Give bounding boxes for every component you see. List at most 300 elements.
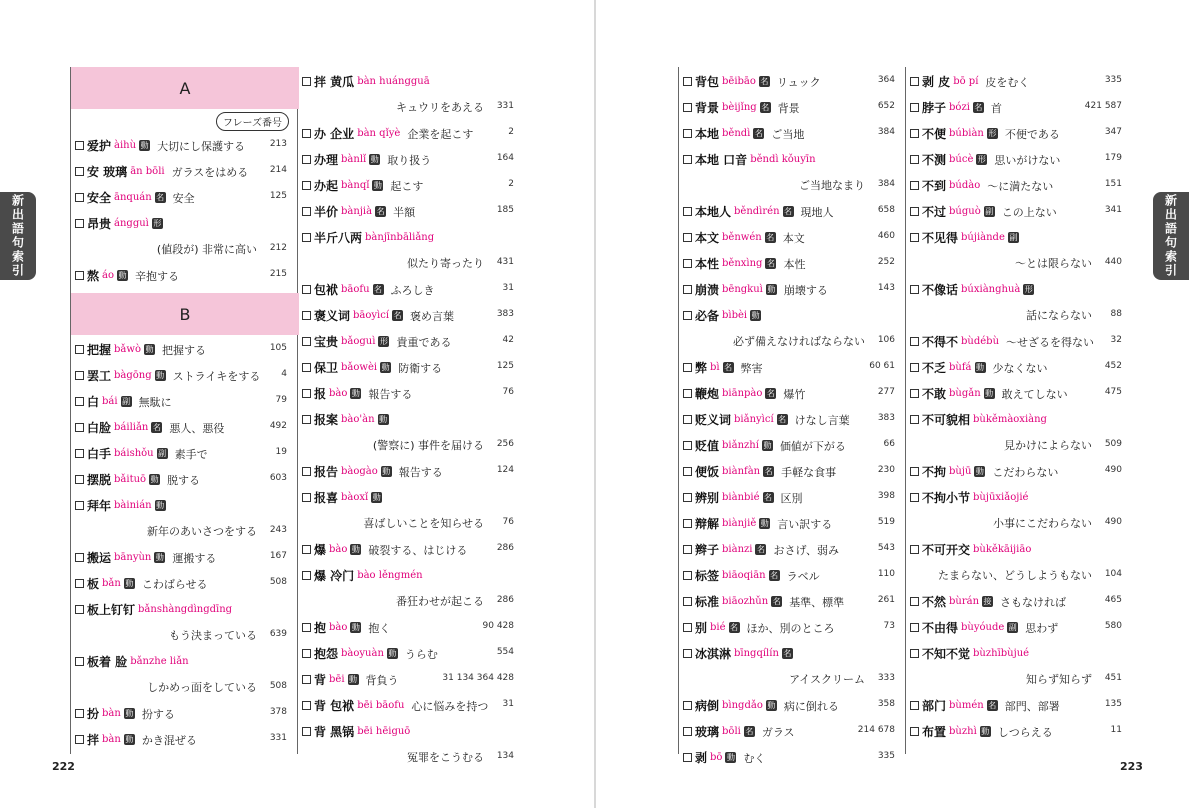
entry-pinyin: bōli	[722, 726, 741, 737]
entry-headword: 不乏	[922, 361, 947, 375]
entry-pinyin: bēi hēiguō	[357, 726, 411, 737]
entry-line	[302, 229, 434, 246]
index-entry	[679, 379, 907, 405]
entry-headword: 拌	[87, 733, 100, 747]
entry-meaning: 破裂する、はじける	[368, 543, 468, 557]
entry-line	[302, 489, 382, 506]
entry-meaning: むく	[743, 751, 766, 765]
entry-pinyin: bàgōng	[114, 370, 152, 381]
entry-meaning: この上ない	[1001, 205, 1057, 219]
phrase-number: 90 428	[482, 621, 514, 631]
entry-meaning: 思いがけない	[994, 153, 1061, 167]
part-of-speech-badge: 動	[150, 475, 159, 484]
entry-headword: 扮	[87, 707, 100, 721]
checkbox-icon	[683, 129, 692, 138]
index-entry	[298, 639, 526, 665]
index-entry	[679, 145, 907, 171]
checkbox-icon	[302, 337, 311, 346]
index-entry	[679, 93, 907, 119]
entry-meaning: 防衛する	[398, 361, 443, 375]
phrase-number: 31 134 364 428	[442, 673, 514, 683]
part-of-speech-badge: 動	[388, 649, 397, 658]
entry-line	[75, 601, 232, 618]
phrase-number: 465	[1104, 595, 1122, 605]
phrase-number: 134	[496, 751, 514, 761]
checkbox-icon	[302, 285, 311, 294]
part-of-speech-badge: 動	[125, 709, 134, 718]
entry-line	[302, 281, 435, 298]
part-of-speech-badge: 形	[1024, 285, 1033, 294]
entry-headword: 昂贵	[87, 217, 112, 231]
entry-line	[683, 645, 793, 662]
entry-line	[683, 229, 805, 246]
checkbox-icon	[302, 701, 311, 710]
index-entry	[71, 387, 299, 413]
entry-meaning: 価値が下がる	[779, 439, 846, 453]
entry-meaning: アイスクリーム	[789, 673, 865, 686]
entry-meaning: 悪人、悪役	[169, 421, 225, 435]
entry-meaning: 半額	[393, 205, 416, 219]
entry-headword: 不拘小节	[922, 491, 971, 505]
index-entry	[679, 67, 907, 93]
index-entry	[906, 93, 1134, 119]
entry-headword: 本地人	[695, 205, 732, 219]
index-entry	[71, 335, 299, 361]
entry-pinyin: bō	[710, 752, 723, 763]
entry-pinyin: bùyóude	[961, 622, 1005, 633]
part-of-speech-badge: 名	[745, 727, 754, 736]
entry-list-a	[71, 131, 299, 287]
entry-line	[683, 203, 834, 220]
entry-line	[302, 697, 488, 714]
entry-pinyin: bào lěngmén	[357, 570, 423, 581]
index-entry	[679, 535, 907, 561]
entry-headword: 本地 口音	[695, 153, 748, 167]
entry-pinyin: bānyùn	[114, 552, 152, 563]
entry-pinyin: bēi	[329, 674, 345, 685]
checkbox-icon	[910, 181, 919, 190]
index-entry	[679, 249, 907, 275]
index-entry	[906, 145, 1134, 171]
part-of-speech-badge: 副	[985, 207, 994, 216]
entry-headword: 不知不觉	[922, 647, 971, 661]
phrase-number: 215	[269, 269, 287, 279]
part-of-speech-badge: 名	[730, 623, 739, 632]
entry-meaning: 新年のあいさつをする	[147, 525, 257, 538]
entry-headword: 冰淇淋	[695, 647, 732, 661]
entry-line	[302, 411, 389, 428]
entry-line	[683, 359, 763, 376]
entry-line	[910, 541, 1031, 558]
entry-line	[683, 749, 765, 766]
entry-headword: 抱怨	[314, 647, 339, 661]
index-column-right-2	[906, 67, 1134, 743]
checkbox-icon	[683, 415, 692, 424]
phrase-number: 508	[269, 681, 287, 691]
index-entry	[71, 261, 299, 287]
checkbox-icon	[910, 415, 919, 424]
entry-continuation	[298, 587, 526, 613]
checkbox-icon	[75, 579, 84, 588]
part-of-speech-badge: 動	[351, 545, 360, 554]
page-number-left: 222	[52, 760, 75, 773]
page-number-right: 223	[1120, 760, 1143, 773]
phrase-number: 31	[502, 699, 514, 709]
part-of-speech-badge: 動	[125, 579, 134, 588]
index-entry	[71, 131, 299, 157]
entry-headword: 板	[87, 577, 100, 591]
entry-line	[683, 697, 839, 714]
phrase-number: 110	[877, 569, 895, 579]
checkbox-icon	[75, 735, 84, 744]
entry-pinyin: bùzhì	[949, 726, 977, 737]
checkbox-icon	[683, 155, 692, 164]
entry-headword: 不拘	[922, 465, 947, 479]
checkbox-icon	[302, 233, 311, 242]
checkbox-icon	[910, 77, 919, 86]
entry-pinyin: bāofu	[341, 284, 370, 295]
entry-meaning: こだわらない	[992, 465, 1059, 479]
entry-pinyin: bào	[329, 622, 348, 633]
entry-pinyin: biānpào	[722, 388, 763, 399]
entry-headword: 背 包袱	[314, 699, 355, 713]
index-entry	[679, 431, 907, 457]
checkbox-icon	[910, 493, 919, 502]
entry-meaning: 皮をむく	[985, 75, 1030, 89]
entry-headword: 白手	[87, 447, 112, 461]
entry-meaning: しかめっ面をしている	[147, 681, 257, 694]
entry-pinyin: bào'àn	[341, 414, 375, 425]
entry-meaning: 安全	[172, 191, 195, 205]
entry-continuation	[71, 673, 299, 699]
entry-pinyin: bàoxǐ	[341, 492, 369, 503]
checkbox-icon	[683, 493, 692, 502]
entry-meaning: ご当地なまり	[799, 179, 865, 192]
checkbox-icon	[910, 337, 919, 346]
entry-continuation	[71, 517, 299, 543]
checkbox-icon	[910, 623, 919, 632]
entry-meaning: 話にならない	[1026, 309, 1092, 322]
part-of-speech-badge: 名	[974, 103, 983, 112]
part-of-speech-badge: 動	[751, 311, 760, 320]
checkbox-icon	[75, 193, 84, 202]
entry-pinyin: bùgǎn	[949, 388, 981, 399]
index-entry	[298, 223, 526, 249]
entry-line	[910, 73, 1029, 90]
entry-pinyin: bèijǐng	[722, 102, 757, 113]
index-entry	[298, 301, 526, 327]
index-entry	[679, 405, 907, 431]
part-of-speech-badge: 名	[376, 207, 385, 216]
entry-headword: 保卫	[314, 361, 339, 375]
entry-list	[298, 67, 526, 769]
entry-meaning: 運搬する	[172, 551, 217, 565]
index-entry	[906, 67, 1134, 93]
entry-headword: 玻璃	[695, 725, 720, 739]
checkbox-icon	[302, 623, 311, 632]
entry-meaning: (警察に) 事件を届ける	[372, 439, 484, 452]
checkbox-icon	[302, 129, 311, 138]
entry-headword: 不可貌相	[922, 413, 971, 427]
entry-line	[302, 567, 423, 584]
entry-headword: 贬义词	[695, 413, 732, 427]
phrase-number: 347	[1104, 127, 1122, 137]
entry-headword: 标准	[695, 595, 720, 609]
phrase-number: 230	[877, 465, 895, 475]
entry-headword: 不然	[922, 595, 947, 609]
entry-headword: 不得不	[922, 335, 959, 349]
part-of-speech-badge: 形	[153, 219, 162, 228]
entry-headword: 脖子	[922, 101, 947, 115]
entry-headword: 剥 皮	[922, 75, 951, 89]
entry-headword: 把握	[87, 343, 112, 357]
entry-headword: 本地	[695, 127, 720, 141]
entry-headword: 报	[314, 387, 327, 401]
entry-meaning: 貴重である	[396, 335, 452, 349]
phrase-number: 88	[1110, 309, 1122, 319]
part-of-speech-badge: 名	[156, 193, 165, 202]
entry-pinyin: báishǒu	[114, 448, 154, 459]
part-of-speech-badge: 副	[122, 397, 131, 406]
part-of-speech-badge: 動	[760, 519, 769, 528]
entry-meaning: ガラス	[761, 725, 795, 739]
entry-meaning: 部門、部署	[1004, 699, 1060, 713]
checkbox-icon	[683, 77, 692, 86]
entry-meaning: 企業を起こす	[407, 127, 474, 141]
entry-pinyin: bàn	[102, 708, 121, 719]
checkbox-icon	[910, 155, 919, 164]
entry-meaning: 区別	[780, 491, 803, 505]
entry-line	[683, 463, 836, 480]
entry-list	[679, 67, 907, 769]
entry-headword: 背 黑锅	[314, 725, 355, 739]
part-of-speech-badge: 動	[975, 467, 984, 476]
entry-pinyin: bì	[710, 362, 720, 373]
phrase-number: 73	[883, 621, 895, 631]
phrase-number: 341	[1104, 205, 1122, 215]
entry-meaning: 心に悩みを持つ	[411, 699, 489, 713]
part-of-speech-badge: 名	[784, 207, 793, 216]
entry-pinyin: bàn qǐyè	[357, 128, 401, 139]
entry-line	[910, 645, 1029, 662]
entry-line	[910, 619, 1058, 636]
entry-pinyin: bùjū	[949, 466, 972, 477]
entry-pinyin: bànlǐ	[341, 154, 367, 165]
entry-line	[75, 189, 195, 206]
entry-pinyin: bāoyìcí	[353, 310, 390, 321]
checkbox-icon	[683, 519, 692, 528]
entry-meaning: 基準、標準	[789, 595, 845, 609]
entry-line	[910, 177, 1053, 194]
entry-headword: 崩溃	[695, 283, 720, 297]
entry-continuation	[298, 509, 526, 535]
index-entry	[298, 275, 526, 301]
entry-headword: 不像话	[922, 283, 959, 297]
checkbox-icon	[75, 605, 84, 614]
checkbox-icon	[910, 545, 919, 554]
index-entry	[906, 327, 1134, 353]
entry-headword: 白脸	[87, 421, 112, 435]
entry-line	[75, 471, 200, 488]
index-entry	[298, 145, 526, 171]
phrase-number: 19	[275, 447, 287, 457]
checkbox-icon	[683, 311, 692, 320]
entry-line	[75, 163, 248, 180]
checkbox-icon	[302, 467, 311, 476]
entry-meaning: 番狂わせが起こる	[396, 595, 484, 608]
entry-continuation	[71, 235, 299, 261]
index-entry	[679, 691, 907, 717]
entry-line	[683, 99, 800, 116]
checkbox-icon	[910, 649, 919, 658]
entry-pinyin: búcè	[949, 154, 974, 165]
index-entry	[298, 457, 526, 483]
phrase-number: 125	[269, 191, 287, 201]
part-of-speech-badge: 名	[756, 545, 765, 554]
index-entry	[71, 465, 299, 491]
phrase-number: 76	[502, 387, 514, 397]
entry-meaning: おさげ、弱み	[773, 543, 840, 557]
entry-headword: 罢工	[87, 369, 112, 383]
index-entry	[679, 717, 907, 743]
index-entry	[71, 439, 299, 465]
entry-pinyin: bózi	[949, 102, 970, 113]
part-of-speech-badge: 形	[988, 129, 997, 138]
checkbox-icon	[302, 649, 311, 658]
index-column-left-2	[298, 67, 526, 769]
entry-meaning: さもなければ	[1000, 595, 1067, 609]
entry-headword: 摆脱	[87, 473, 112, 487]
part-of-speech-badge: 動	[767, 285, 776, 294]
index-entry	[298, 405, 526, 431]
entry-line	[910, 281, 1034, 298]
entry-pinyin: běndìrén	[734, 206, 780, 217]
phrase-number: 331	[496, 101, 514, 111]
phrase-number: 66	[883, 439, 895, 449]
phrase-number: 151	[1104, 179, 1122, 189]
entry-line	[302, 177, 423, 194]
index-entry	[71, 725, 299, 751]
entry-headword: 搬运	[87, 551, 112, 565]
entry-pinyin: bēibāo	[722, 76, 756, 87]
entry-meaning: 見かけによらない	[1004, 439, 1092, 452]
entry-headword: 部门	[922, 699, 947, 713]
checkbox-icon	[302, 77, 311, 86]
entry-headword: 辨别	[695, 491, 720, 505]
index-entry	[71, 543, 299, 569]
entry-headword: 板着 脸	[87, 655, 128, 669]
phrase-number: 277	[877, 387, 895, 397]
index-entry	[298, 327, 526, 353]
phrase-number: 106	[877, 335, 895, 345]
entry-line	[302, 723, 410, 740]
entry-pinyin: bùmén	[949, 700, 984, 711]
checkbox-icon	[75, 371, 84, 380]
entry-pinyin: biāozhǔn	[722, 596, 769, 607]
entry-meaning: 本性	[783, 257, 806, 271]
entry-list	[906, 67, 1134, 743]
checkbox-icon	[683, 441, 692, 450]
entry-line	[910, 99, 1002, 116]
entry-meaning: 思わず	[1025, 621, 1059, 635]
entry-line	[683, 411, 850, 428]
checkbox-icon	[683, 285, 692, 294]
index-entry	[679, 613, 907, 639]
checkbox-icon	[910, 129, 919, 138]
entry-meaning: ラベル	[786, 569, 820, 583]
index-entry	[679, 275, 907, 301]
entry-meaning: 褒め言葉	[410, 309, 455, 323]
entry-continuation	[298, 249, 526, 275]
entry-line	[683, 73, 821, 90]
entry-line	[75, 419, 224, 436]
entry-headword: 贬值	[695, 439, 720, 453]
entry-line	[302, 463, 443, 480]
entry-meaning: (値段が) 非常に高い	[156, 243, 257, 256]
phrase-number: 2	[508, 179, 514, 189]
entry-meaning: 無駄に	[138, 395, 172, 409]
entry-headword: 病倒	[695, 699, 720, 713]
index-entry	[679, 509, 907, 535]
entry-meaning: 大切にし保護する	[157, 139, 246, 153]
entry-line	[302, 385, 412, 402]
entry-line	[302, 151, 431, 168]
checkbox-icon	[910, 389, 919, 398]
entry-pinyin: bànjià	[341, 206, 373, 217]
entry-meaning: 背景	[777, 101, 800, 115]
index-entry	[679, 457, 907, 483]
entry-pinyin: bǎwò	[114, 344, 141, 355]
entry-line	[910, 723, 1053, 740]
entry-line	[910, 229, 1019, 246]
checkbox-icon	[683, 701, 692, 710]
part-of-speech-badge: 形	[379, 337, 388, 346]
part-of-speech-badge: 動	[351, 389, 360, 398]
phrase-number: 335	[1104, 75, 1122, 85]
entry-headword: 半价	[314, 205, 339, 219]
entry-headword: 爆	[314, 543, 327, 557]
entry-headword: 必备	[695, 309, 720, 323]
entry-line	[910, 411, 1047, 428]
entry-headword: 本性	[695, 257, 720, 271]
part-of-speech-badge: 名	[393, 311, 402, 320]
entry-headword: 白	[87, 395, 100, 409]
checkbox-icon	[683, 103, 692, 112]
checkbox-icon	[683, 727, 692, 736]
phrase-number: 135	[1104, 699, 1122, 709]
entry-meaning: 報告する	[368, 387, 413, 401]
entry-pinyin: bùkěmàoxiàng	[973, 414, 1047, 425]
part-of-speech-badge: 名	[761, 103, 770, 112]
entry-continuation	[298, 431, 526, 457]
entry-meaning: 知らず知らず	[1026, 673, 1092, 686]
entry-continuation	[906, 665, 1134, 691]
phrase-number: 167	[269, 551, 287, 561]
index-entry	[679, 587, 907, 613]
index-entry	[71, 647, 299, 673]
index-entry	[679, 561, 907, 587]
entry-line	[910, 151, 1060, 168]
index-entry	[298, 691, 526, 717]
callout-label: フレーズ番号	[216, 112, 289, 131]
entry-pinyin: běndì kǒuyīn	[750, 154, 816, 165]
entry-pinyin: bǎituō	[114, 474, 147, 485]
entry-headword: 安全	[87, 191, 112, 205]
part-of-speech-badge: 動	[981, 727, 990, 736]
entry-pinyin: bújiànde	[961, 232, 1005, 243]
phrase-number: 508	[269, 577, 287, 587]
entry-meaning: 取り扱う	[387, 153, 432, 167]
